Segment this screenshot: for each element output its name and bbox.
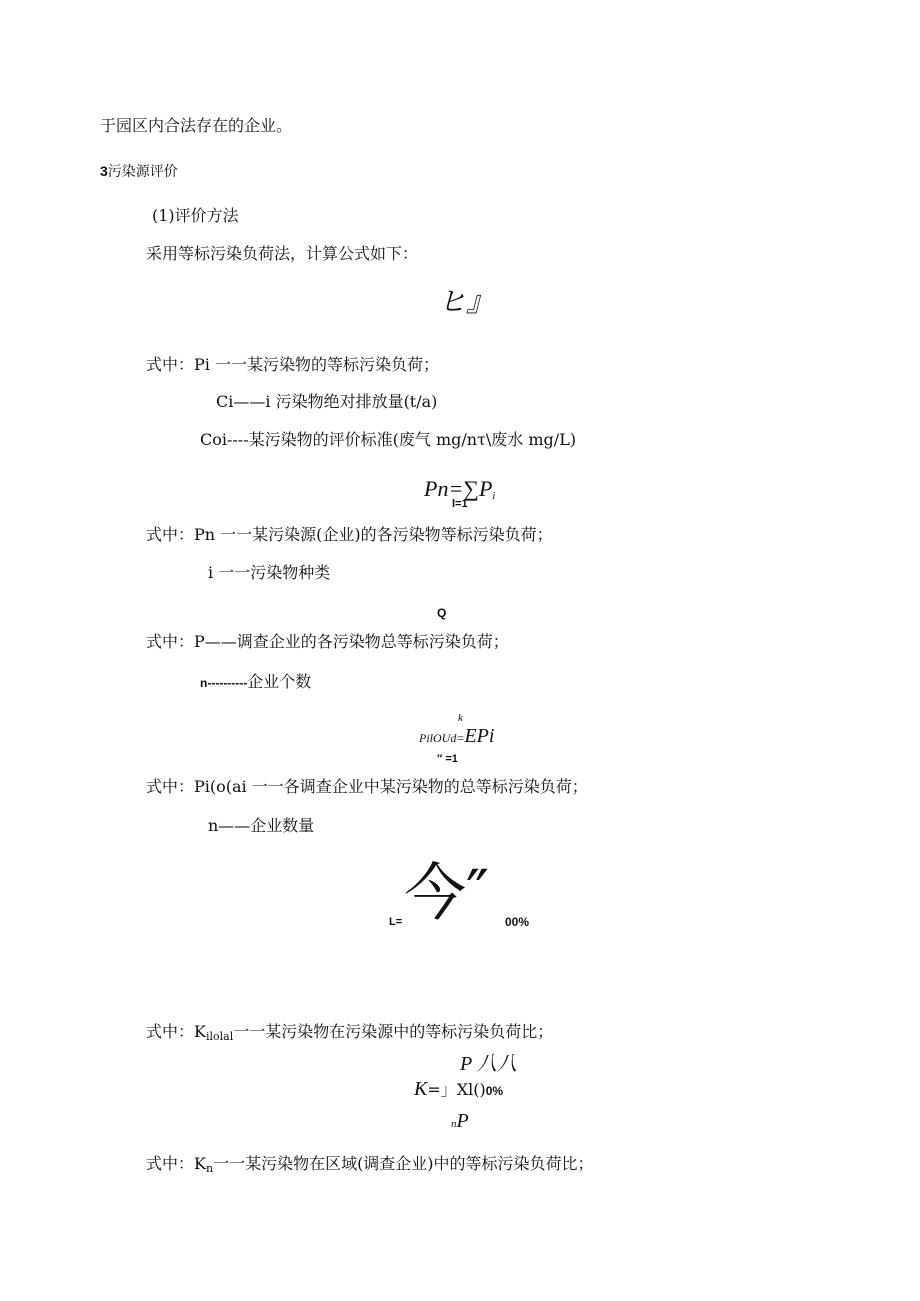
formula-total-left: PilOUd= <box>419 731 465 745</box>
definition-line: Ci——i 污染物绝对排放量(t/a) <box>216 392 438 411</box>
formula-ratio-left: L= <box>389 916 403 928</box>
definition-subscript: ilolal <box>205 1030 234 1043</box>
formula-kn-denominator-symbol: P <box>456 1110 469 1132</box>
definition-line: 式中：Pi(o(ai 一一各调查企业中某污染物的总等标污染负荷； <box>146 777 588 796</box>
formula-total <box>419 726 494 748</box>
paragraph-line: 采用等标污染负荷法，计算公式如下： <box>146 244 419 263</box>
formula-total-right: EPi <box>464 725 495 747</box>
definition-line <box>146 1022 553 1047</box>
formula-q-mark: Q <box>437 606 447 620</box>
definition-text: 企业个数 <box>247 672 312 691</box>
formula-kn-denominator <box>451 1111 469 1134</box>
formula-kn-numerator: P 八八 <box>460 1053 517 1075</box>
definition-line <box>200 672 311 693</box>
subsection-heading: (1)评价方法 <box>152 206 239 225</box>
definition-line <box>146 1154 594 1179</box>
definition-line: n——企业数量 <box>208 816 315 835</box>
definition-line: Coi----某污染物的评价标准(废气 mg/nτ\废水 mg/L) <box>200 430 577 449</box>
formula-pn-main: Pn=∑P <box>424 476 493 501</box>
formula-pn-subscript: i <box>492 490 496 502</box>
definition-line: 式中：Pn 一一某污染源(企业)的各污染物等标污染负荷； <box>146 525 553 544</box>
formula-total-lower-limit: ″ =1 <box>437 753 458 765</box>
formula-kn-body: =」Xl() <box>427 1080 486 1099</box>
formula-total-upper-limit: k <box>458 712 463 724</box>
definition-prefix: 式中：K <box>146 1022 206 1041</box>
section-number: 3 <box>100 163 108 179</box>
definition-prefix: 式中：K <box>146 1154 206 1173</box>
paragraph-line: 于园区内合法存在的企业。 <box>100 116 293 135</box>
formula-ratio-right: 00% <box>505 915 530 929</box>
formula-pi: ヒ』 <box>438 287 495 318</box>
definition-subscript: n <box>205 1162 214 1175</box>
definition-line: 式中：Pi 一一某污染物的等标污染负荷； <box>146 355 439 374</box>
definition-line: i 一一污染物种类 <box>208 563 331 582</box>
definition-text: 一一某污染物在区域(调查企业)中的等标污染负荷比； <box>213 1154 594 1173</box>
formula-kn-denominator-sub: n <box>451 1118 457 1130</box>
formula-kn-symbol: K <box>414 1078 428 1100</box>
formula-kn-main <box>414 1079 503 1101</box>
section-heading <box>100 161 178 182</box>
formula-ratio-glyph: 今″ <box>404 856 490 929</box>
definition-text: 一一某污染物在污染源中的等标污染负荷比； <box>233 1022 554 1041</box>
definition-symbol: n---------- <box>200 676 248 690</box>
definition-line: 式中：P——调查企业的各污染物总等标污染负荷； <box>146 632 509 651</box>
formula-pn-sum-index: l=1 <box>452 498 468 510</box>
section-title: 污染源评价 <box>107 164 178 180</box>
formula-kn-percent: 0% <box>485 1084 504 1098</box>
